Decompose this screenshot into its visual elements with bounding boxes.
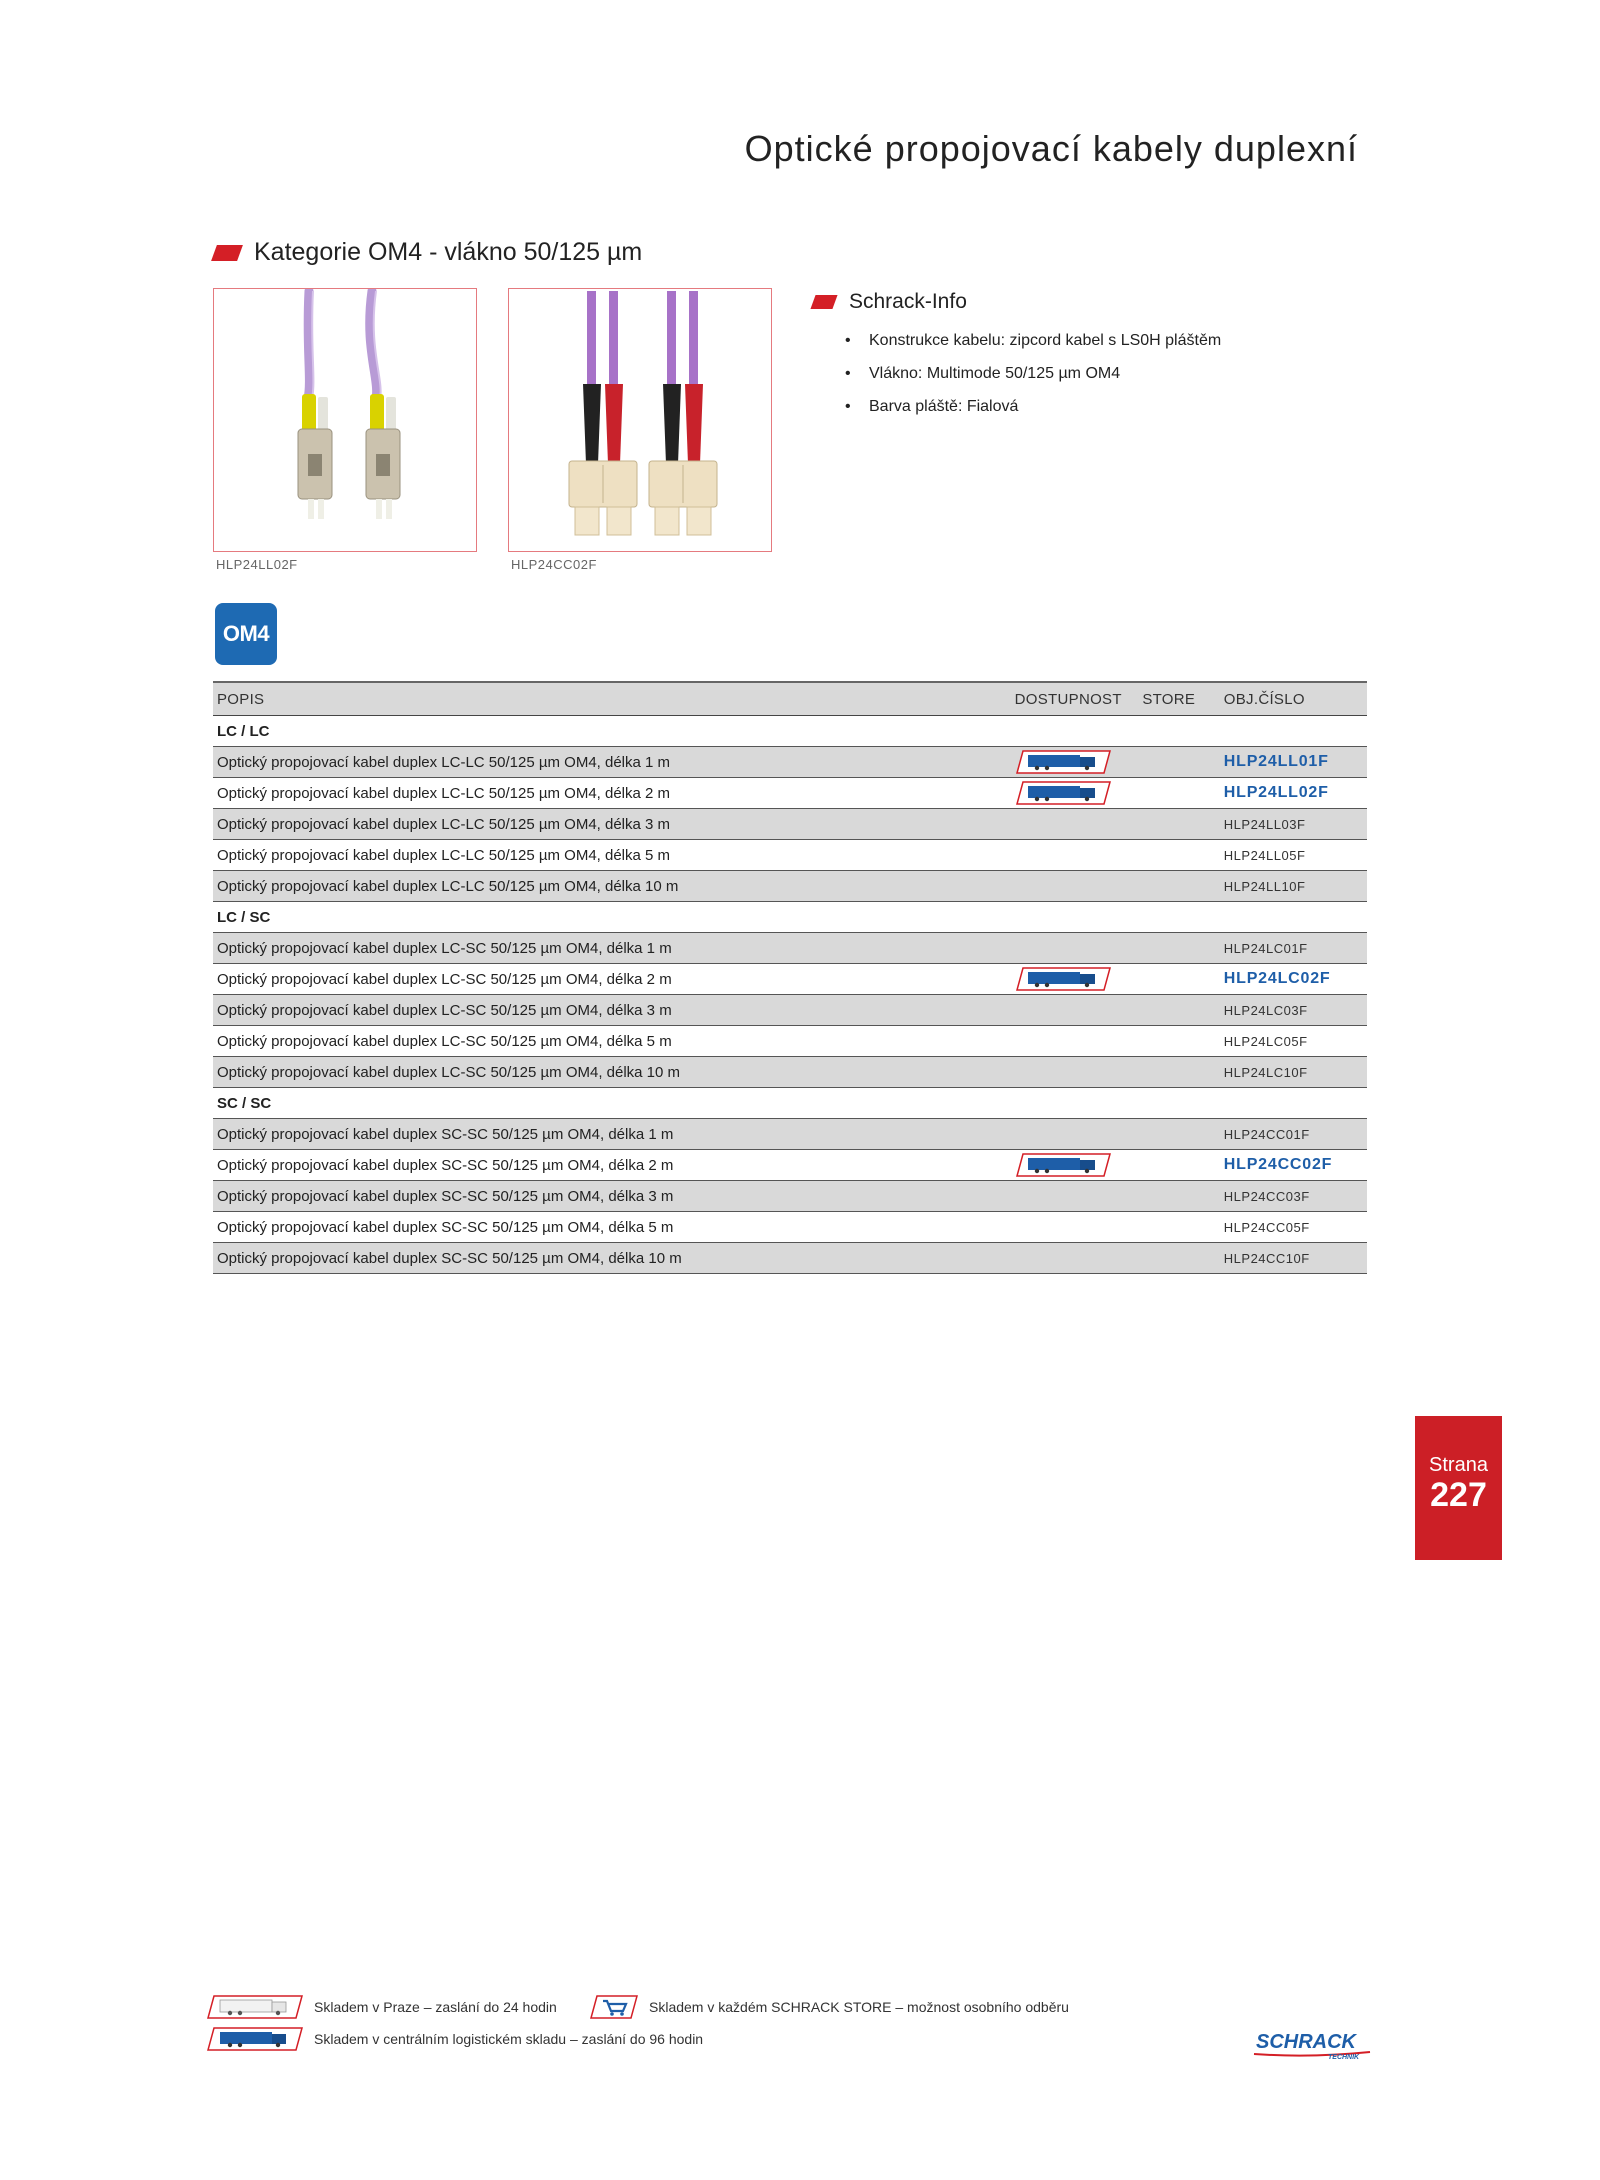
row-store: [1138, 1181, 1219, 1212]
group-row: [213, 902, 1367, 933]
row-store: [1138, 1119, 1219, 1150]
schrack-info: [813, 290, 1221, 423]
row-order-code[interactable]: [1220, 1119, 1367, 1150]
blue-truck-icon: [206, 2026, 304, 2052]
lc-connector-illustration: [214, 289, 475, 550]
row-description: Optický propojovací kabel duplex LC-LC 50/125 µm OM4, délka 5 m: [213, 840, 1011, 871]
legend-prague-text: Skladem v Praze – zaslání do 24 hodin: [314, 1999, 557, 2015]
white-truck-icon: [206, 1994, 304, 2020]
row-order-code[interactable]: [1220, 809, 1367, 840]
row-description: Optický propojovací kabel duplex SC-SC 50/125 µm OM4, délka 2 m: [213, 1150, 1011, 1181]
row-store: [1138, 1026, 1219, 1057]
header-store: STORE: [1138, 682, 1219, 716]
row-store: [1138, 747, 1219, 778]
row-order-code[interactable]: [1220, 1181, 1367, 1212]
order-code[interactable]: HLP24CC05F: [1223, 1219, 1310, 1235]
row-availability: [1011, 1181, 1139, 1212]
row-order-code[interactable]: [1220, 1150, 1367, 1181]
page-tab: [1415, 1416, 1502, 1560]
order-code[interactable]: HLP24LC02F: [1223, 970, 1331, 987]
row-description: Optický propojovací kabel duplex SC-SC 50/125 µm OM4, délka 10 m: [213, 1243, 1011, 1274]
group-row: [213, 1088, 1367, 1119]
product-table: [213, 681, 1367, 1274]
row-description: Optický propojovací kabel duplex LC-LC 50/125 µm OM4, délka 10 m: [213, 871, 1011, 902]
row-description: Optický propojovací kabel duplex LC-SC 50/125 µm OM4, délka 3 m: [213, 995, 1011, 1026]
row-store: [1138, 1150, 1219, 1181]
page-tab-label: Strana: [1429, 1454, 1488, 1476]
row-order-code[interactable]: [1220, 778, 1367, 809]
row-availability: [1011, 871, 1139, 902]
row-store: [1138, 964, 1219, 995]
row-availability: [1011, 964, 1139, 995]
table-body: [213, 716, 1367, 1274]
table-row: [213, 809, 1367, 840]
table-row: [213, 933, 1367, 964]
row-store: [1138, 840, 1219, 871]
row-store: [1138, 933, 1219, 964]
blue-truck-icon: [1015, 750, 1111, 774]
info-item: • Konstrukce kabelu: zipcord kabel s LS0H pláštěm: [845, 324, 1221, 357]
row-order-code[interactable]: [1220, 1026, 1367, 1057]
info-item: • Vlákno: Multimode 50/125 µm OM4: [845, 357, 1221, 390]
row-availability: [1011, 995, 1139, 1026]
row-description: Optický propojovací kabel duplex LC-SC 50/125 µm OM4, délka 10 m: [213, 1057, 1011, 1088]
header-popis: POPIS: [213, 682, 1011, 716]
row-description: Optický propojovací kabel duplex SC-SC 50/125 µm OM4, délka 1 m: [213, 1119, 1011, 1150]
photo-caption: HLP24CC02F: [511, 557, 597, 572]
om4-badge: OM4: [215, 603, 277, 665]
header-obj-cislo: OBJ.ČÍSLO: [1220, 682, 1367, 716]
row-order-code[interactable]: [1220, 933, 1367, 964]
page-number: 227: [1430, 1476, 1487, 1514]
row-store: [1138, 1212, 1219, 1243]
product-photo-sc-sc: [508, 288, 772, 552]
order-code[interactable]: HLP24LL03F: [1223, 816, 1306, 832]
table-row: [213, 1150, 1367, 1181]
row-order-code[interactable]: [1220, 1057, 1367, 1088]
blue-truck-icon: [1015, 967, 1111, 991]
row-description: Optický propojovací kabel duplex LC-SC 50/125 µm OM4, délka 2 m: [213, 964, 1011, 995]
order-code[interactable]: HLP24LL02F: [1223, 784, 1329, 801]
row-order-code[interactable]: [1220, 995, 1367, 1026]
group-label: SC / SC: [213, 1088, 1367, 1119]
order-code[interactable]: HLP24LL01F: [1223, 753, 1329, 770]
page-title: Optické propojovací kabely duplexní: [744, 128, 1358, 169]
row-store: [1138, 778, 1219, 809]
row-availability: [1011, 1150, 1139, 1181]
red-bullet-icon: [211, 245, 243, 261]
schrack-logo-mark: [1250, 2028, 1375, 2062]
row-availability: [1011, 809, 1139, 840]
order-code[interactable]: HLP24LL05F: [1223, 847, 1306, 863]
order-code[interactable]: HLP24CC02F: [1223, 1156, 1333, 1173]
sc-connector-illustration: [509, 289, 770, 550]
order-code[interactable]: HLP24CC01F: [1223, 1126, 1310, 1142]
row-order-code[interactable]: [1220, 840, 1367, 871]
table-header-row: [213, 682, 1367, 716]
blue-truck-icon: [1015, 781, 1111, 805]
logo-subtitle: TECHNIK: [1328, 2054, 1360, 2061]
row-description: Optický propojovací kabel duplex LC-LC 50/125 µm OM4, délka 1 m: [213, 747, 1011, 778]
row-description: Optický propojovací kabel duplex LC-SC 50/125 µm OM4, délka 5 m: [213, 1026, 1011, 1057]
row-availability: [1011, 747, 1139, 778]
legend-store-text: Skladem v každém SCHRACK STORE – možnost osobního odběru: [649, 1999, 1069, 2015]
row-availability: [1011, 840, 1139, 871]
photo-caption: HLP24LL02F: [216, 557, 298, 572]
red-bullet-icon: [810, 295, 837, 309]
info-title: [813, 290, 1221, 314]
product-photo-lc-lc: [213, 288, 477, 552]
row-description: Optický propojovací kabel duplex LC-LC 50/125 µm OM4, délka 2 m: [213, 778, 1011, 809]
row-availability: [1011, 1119, 1139, 1150]
group-label: LC / LC: [213, 716, 1367, 747]
table-row: [213, 1181, 1367, 1212]
info-list: [813, 324, 1221, 423]
order-code[interactable]: HLP24LC01F: [1223, 940, 1308, 956]
order-code[interactable]: HLP24LC10F: [1223, 1064, 1308, 1080]
table-row: [213, 840, 1367, 871]
row-store: [1138, 1057, 1219, 1088]
row-description: Optický propojovací kabel duplex SC-SC 50/125 µm OM4, délka 3 m: [213, 1181, 1011, 1212]
row-store: [1138, 1243, 1219, 1274]
table-row: [213, 1243, 1367, 1274]
row-availability: [1011, 1026, 1139, 1057]
shopping-cart-icon: [589, 1994, 639, 2020]
table-row: [213, 995, 1367, 1026]
row-order-code[interactable]: [1220, 964, 1367, 995]
legend-prague: [206, 1994, 557, 2020]
blue-truck-icon: [1015, 1153, 1111, 1177]
table-row: [213, 1026, 1367, 1057]
row-order-code[interactable]: [1220, 1212, 1367, 1243]
section-heading-text: Kategorie OM4 - vlákno 50/125 µm: [254, 238, 643, 266]
order-code[interactable]: HLP24LL10F: [1223, 878, 1306, 894]
order-code[interactable]: HLP24CC03F: [1223, 1188, 1310, 1204]
schrack-logo: [1250, 2028, 1375, 2067]
row-availability: [1011, 1212, 1139, 1243]
row-store: [1138, 809, 1219, 840]
order-code[interactable]: HLP24CC10F: [1223, 1250, 1310, 1266]
order-code[interactable]: HLP24LC03F: [1223, 1002, 1308, 1018]
row-order-code[interactable]: [1220, 1243, 1367, 1274]
header-dostupnost: DOSTUPNOST: [1011, 682, 1139, 716]
info-title-text: Schrack-Info: [849, 290, 967, 313]
group-row: [213, 716, 1367, 747]
legend-store: [589, 1994, 1069, 2020]
row-availability: [1011, 933, 1139, 964]
table-row: [213, 964, 1367, 995]
row-description: Optický propojovací kabel duplex SC-SC 50/125 µm OM4, délka 5 m: [213, 1212, 1011, 1243]
row-availability: [1011, 1057, 1139, 1088]
table-row: [213, 778, 1367, 809]
table-row: [213, 747, 1367, 778]
logo-wordmark: SCHRACK: [1256, 2031, 1356, 2053]
row-availability: [1011, 1243, 1139, 1274]
row-availability: [1011, 778, 1139, 809]
row-order-code[interactable]: [1220, 747, 1367, 778]
legend-central-text: Skladem v centrálním logistickém skladu – zaslání do 96 hodin: [314, 2031, 704, 2047]
row-order-code[interactable]: [1220, 871, 1367, 902]
table-row: [213, 1057, 1367, 1088]
legend-central: [206, 2026, 703, 2052]
section-heading: [214, 238, 642, 267]
group-label: LC / SC: [213, 902, 1367, 933]
row-description: Optický propojovací kabel duplex LC-SC 50/125 µm OM4, délka 1 m: [213, 933, 1011, 964]
info-item: • Barva pláště: Fialová: [845, 390, 1221, 423]
order-code[interactable]: HLP24LC05F: [1223, 1033, 1308, 1049]
row-description: Optický propojovací kabel duplex LC-LC 50/125 µm OM4, délka 3 m: [213, 809, 1011, 840]
table-row: [213, 1119, 1367, 1150]
row-store: [1138, 871, 1219, 902]
table-row: [213, 871, 1367, 902]
row-store: [1138, 995, 1219, 1026]
table-row: [213, 1212, 1367, 1243]
